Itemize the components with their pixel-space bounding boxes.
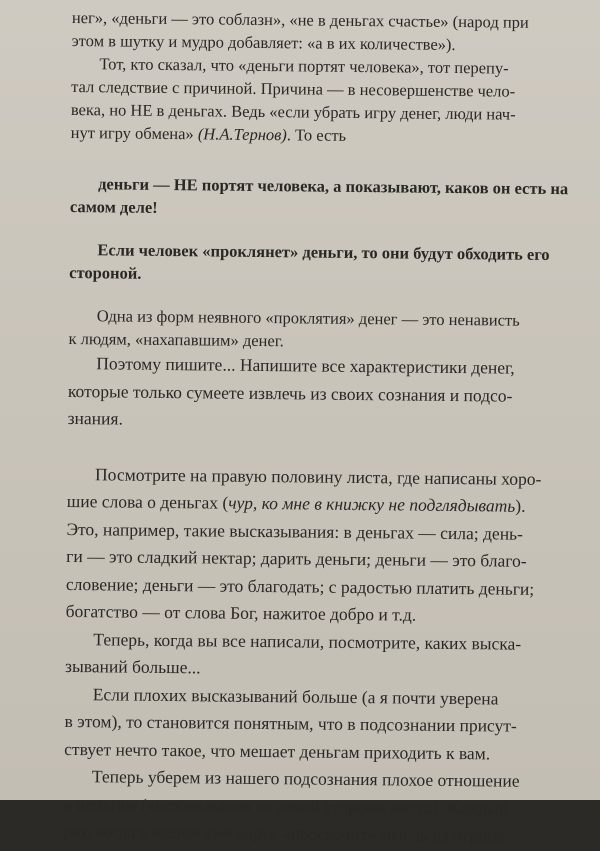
text-line: Поэтому пишите... Напишите все характеристики денег, [96,353,515,378]
bold-statement-1 [70,172,598,224]
paragraph-2 [71,52,600,150]
lower-text-block [63,350,596,851]
text-line: которые только сумеете извлечь из своих сознания и подсо- [67,380,513,406]
text-line: к людям, «нахапавшим» денег. [68,328,284,351]
text-line: в этом), то становится понятным, что в подсознании присут- [64,710,517,736]
text-line: деньги — НЕ портят человека, а показывают, каков он есть на [98,174,569,199]
text-run: ). [515,495,526,516]
bold-statement-2 [69,238,597,290]
paragraph-1 [72,6,600,58]
text-run: нут игру обмена» [70,122,198,144]
text-line: Тот, кто сказал, что «деньги портят человека», тот перепу- [99,54,509,78]
paragraph-6 [65,625,594,686]
text-line: Если человек «проклянет» деньги, то они будут обходить его [97,240,550,265]
page-text [63,6,600,851]
text-line: Теперь уберем из нашего подсознания плохое отношение [91,766,520,791]
text-line: Посмотрите на правую половину листа, где написаны хоро- [94,463,542,489]
text-line: Если плохих высказываний больше (а я почти уверена [92,683,499,709]
text-line: нег», «деньги — это соблазн», «не в деньгах счастье» (народ при [71,7,529,32]
text-line: самом деле! [69,196,158,217]
text-run: шие слова о деньгах ( [66,490,229,513]
text-line: раз, когда в вашем уме вдруг «проскочит» мысль из отрица [63,820,505,846]
text-line: Теперь, когда вы все написали, посмотрите, каких выска- [93,628,522,654]
text-line: ги — это сладкий нектар; дарить деньги; деньги — это благо- [66,545,527,571]
text-line: века, но НЕ в деньгах. Ведь «если убрать игру денег, люди нач- [70,99,516,124]
italic-aside: чур, ко мне в книжку не подглядывать [228,492,516,516]
paragraph-3 [68,304,596,356]
paragraph-7 [64,680,593,768]
text-line: Одна из форм неявного «проклятия» денег — это ненависть [96,306,520,330]
text-line: ствует нечто такое, что мешает деньгам приходить к вам. [64,738,491,763]
author-citation: (Н.А.Тернов) [197,124,287,145]
text-line: к деньгам (высказывания из левой стороны листа). Каждый [63,793,509,819]
text-line: словение; деньги — это благодать; с радостью платить деньги; [65,573,535,599]
text-line [71,121,599,150]
text-line: знания. [67,407,123,429]
text-line: Это, например, такие высказывания: в деньгах — сила; день- [66,518,524,544]
text-line: тал следствие с причиной. Причина — в несовершенстве чело- [71,76,516,101]
text-line: зываний больше... [64,655,201,678]
text-line: этом в шутку и мудро добавляет: «а в их количестве»). [71,30,456,55]
text-run: . То есть [286,125,347,145]
paragraph-4 [68,350,597,438]
text-line: богатство — от слова Бог, нажитое добро и т.д. [65,600,417,625]
text-line: стороной. [69,262,142,283]
paragraph-8 [63,763,592,851]
paragraph-5 [66,460,596,631]
